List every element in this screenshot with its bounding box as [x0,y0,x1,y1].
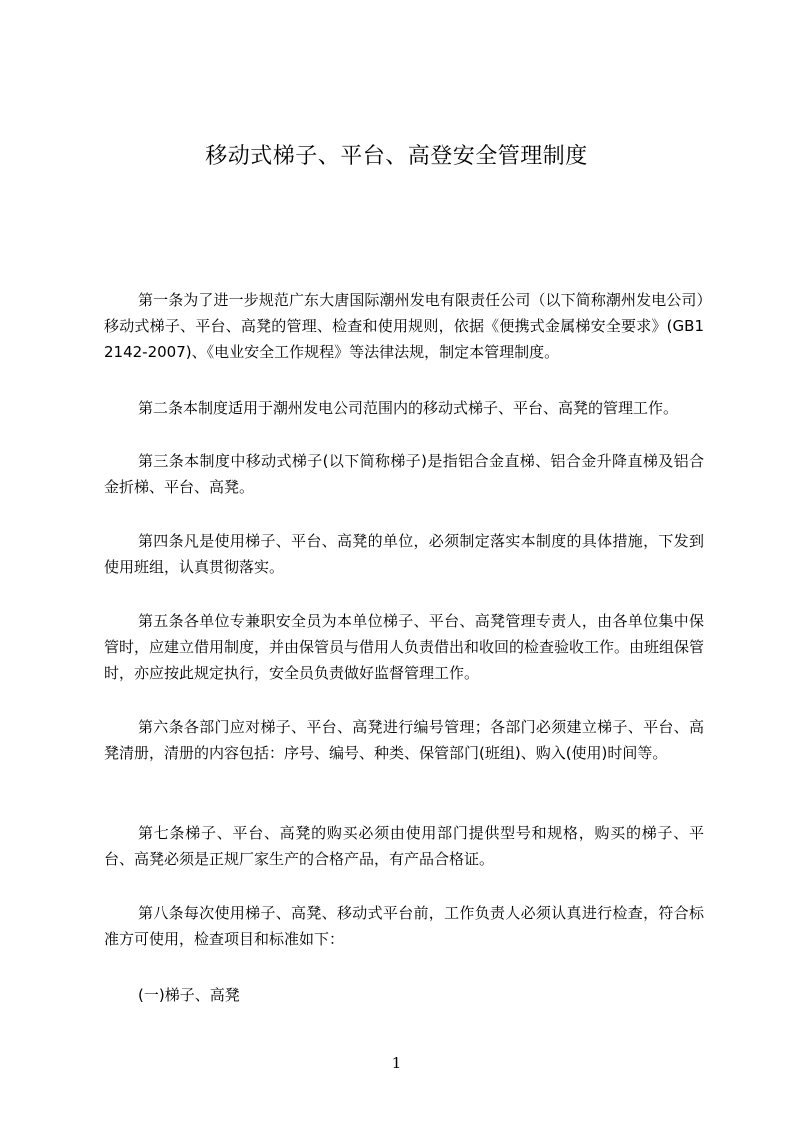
article-1: 第一条为了进一步规范广东大唐国际潮州发电有限责任公司（以下简称潮州发电公司）移动式梯子、平台、高凳的管理、检查和使用规则，依据《便携式金属梯安全要求》(GB12142-2007)、《电业安全工作规程》等法律法规，制定本管理制度。 [104,291,704,361]
article-6: 第六条各部门应对梯子、平台、高凳进行编号管理；各部门必须建立梯子、平台、高凳清册，清册的内容包括：序号、编号、种类、保管部门(班组)、购入(使用)时间等。 [104,718,704,762]
article-3: 第三条本制度中移动式梯子(以下简称梯子)是指铝合金直梯、铝合金升降直梯及铝合金折梯、平台、高凳。 [104,452,704,496]
article-5: 第五条各单位专兼职安全员为本单位梯子、平台、高凳管理专责人，由各单位集中保管时，应建立借用制度，并由保管员与借用人负责借出和收回的检查验收工作。由班组保管时，亦应按此规定执行，安全员负责做好监督管理工作。 [104,612,705,682]
article-7: 第七条梯子、平台、高凳的购买必须由使用部门提供型号和规格，购买的梯子、平台、高凳必须是正规厂家生产的合格产品，有产品合格证。 [104,824,704,868]
page-number: 1 [391,1054,402,1072]
section-heading-ladders: (一)梯子、高凳 [138,986,240,1004]
document-title: 移动式梯子、平台、高登安全管理制度 [205,144,588,169]
article-8: 第八条每次使用梯子、高凳、移动式平台前，工作负责人必须认真进行检查，符合标准方可使用，检查项目和标准如下： [104,904,704,948]
article-4: 第四条凡是使用梯子、平台、高凳的单位，必须制定落实本制度的具体措施，下发到使用班组，认真贯彻落实。 [104,532,704,576]
article-2: 第二条本制度适用于潮州发电公司范围内的移动式梯子、平台、高凳的管理工作。 [138,399,679,417]
